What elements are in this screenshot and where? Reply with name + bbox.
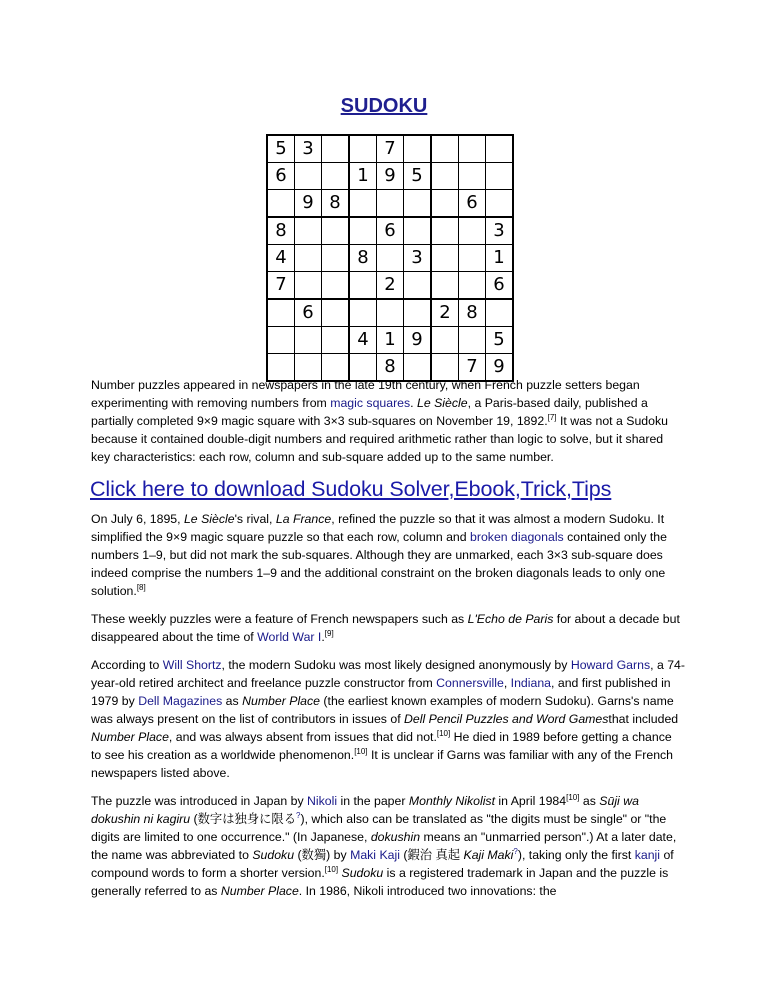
grid-cell — [377, 190, 404, 218]
grid-cell — [377, 245, 404, 272]
grid-cell — [295, 163, 322, 190]
link-will-shortz[interactable]: Will Shortz — [162, 658, 222, 672]
grid-row — [267, 135, 513, 163]
article-body — [91, 376, 685, 910]
grid-row — [267, 163, 513, 190]
link-howard-garns[interactable]: Howard Garns — [570, 658, 651, 672]
grid-cell: 8 — [322, 190, 350, 218]
link-magic-squares[interactable]: magic squares — [330, 396, 411, 410]
grid-cell: 6 — [486, 272, 514, 300]
link-broken-diagonals[interactable]: broken diagonals — [470, 530, 564, 544]
paragraph-la-france: On July 6, 1895, Le Siècle's rival, La France, refined the puzzle so that it was almost a modern Sudoku. It simplified the 9×9 magic square puzzle so that each row, column and broken diagonals contained only the numbers 1–9, but did not mark the sub-squares. Although they are unmarked, each 3×3 sub-square does indeed comprise the numbers 1–9 and the additional constraint on the broken diagonals leads to only one solution.[8] — [91, 512, 667, 598]
grid-cell — [459, 163, 486, 190]
grid-cell: 3 — [404, 245, 432, 272]
grid-cell — [322, 245, 350, 272]
grid-cell — [459, 327, 486, 354]
grid-cell: 9 — [377, 163, 404, 190]
grid-cell — [349, 190, 377, 218]
link-world-war-i[interactable]: World War I — [257, 630, 322, 644]
grid-cell — [322, 272, 350, 300]
sudoku-grid — [266, 134, 505, 377]
grid-cell — [431, 217, 459, 245]
grid-cell: 6 — [267, 163, 295, 190]
ref-10[interactable]: [10] — [354, 747, 368, 756]
grid-cell — [431, 272, 459, 300]
grid-row — [267, 245, 513, 272]
grid-cell: 6 — [459, 190, 486, 218]
link-kanji[interactable]: kanji — [634, 848, 661, 862]
grid-cell — [349, 135, 377, 163]
grid-cell — [267, 299, 295, 327]
grid-cell: 8 — [377, 354, 404, 382]
grid-cell: 9 — [486, 354, 514, 382]
ref-8[interactable]: [8] — [136, 583, 146, 592]
grid-cell — [459, 272, 486, 300]
grid-cell — [295, 245, 322, 272]
grid-cell — [322, 299, 350, 327]
grid-cell: 9 — [295, 190, 322, 218]
help-link[interactable]: ? — [296, 811, 301, 820]
ref-10[interactable]: [10] — [324, 865, 339, 874]
grid-cell — [431, 327, 459, 354]
grid-cell — [322, 163, 350, 190]
grid-cell — [295, 272, 322, 300]
paragraph-japan: The puzzle was introduced in Japan by Nikoli in the paper Monthly Nikolist in April 1984[10] as Sūji wa dokushin ni kagiru (数字は独身に限る?), which also can be translated as "the digits must be single" or "the digits are limited to one occurrence." (In Japanese, dokushin means an "unmarried person".) At a later date, the name was abbreviated to Sudoku (数獨) by Maki Kaji (鍜治 真起 Kaji Maki?), taking only the first kanji of compound words to form a shorter version.[10] Sudoku is a registered trademark in Japan and the puzzle is generally referred to as Number Place. In 1986, Nikoli introduced two innovations: the — [91, 793, 677, 898]
grid-cell — [404, 272, 432, 300]
grid-cell — [322, 327, 350, 354]
ref-10[interactable]: [10] — [566, 793, 580, 802]
grid-cell: 5 — [267, 135, 295, 163]
grid-cell: 1 — [349, 163, 377, 190]
grid-cell: 6 — [377, 217, 404, 245]
grid-cell: 3 — [295, 135, 322, 163]
grid-cell — [404, 135, 432, 163]
grid-cell: 9 — [404, 327, 432, 354]
help-link[interactable]: ? — [513, 847, 518, 856]
grid-cell: 5 — [404, 163, 432, 190]
grid-row — [267, 327, 513, 354]
grid-cell — [431, 135, 459, 163]
link-indiana[interactable]: Indiana — [510, 676, 552, 690]
grid-cell — [459, 245, 486, 272]
grid-row — [267, 299, 513, 327]
grid-cell — [322, 135, 350, 163]
grid-cell — [267, 190, 295, 218]
grid-cell: 8 — [459, 299, 486, 327]
ref-10[interactable]: [10] — [436, 729, 451, 738]
grid-cell — [486, 299, 514, 327]
grid-cell: 7 — [459, 354, 486, 382]
grid-cell — [486, 163, 514, 190]
grid-cell — [322, 217, 350, 245]
link-nikoli[interactable]: Nikoli — [307, 794, 338, 808]
grid-cell: 1 — [377, 327, 404, 354]
grid-cell — [459, 217, 486, 245]
grid-cell: 5 — [486, 327, 514, 354]
grid-cell: 6 — [295, 299, 322, 327]
link-dell-magazines[interactable]: Dell Magazines — [138, 694, 223, 708]
grid-row — [267, 217, 513, 245]
grid-cell: 4 — [267, 245, 295, 272]
grid-cell — [349, 299, 377, 327]
grid-cell: 8 — [349, 245, 377, 272]
paragraph-echo: These weekly puzzles were a feature of French newspapers such as L'Echo de Paris for about a decade but disappeared about the time of World War I.[9] — [91, 612, 680, 644]
grid-cell — [404, 299, 432, 327]
page-title: SUDOKU — [340, 95, 428, 117]
grid-cell: 2 — [377, 272, 404, 300]
grid-cell — [349, 217, 377, 245]
grid-cell — [295, 327, 322, 354]
grid-cell — [459, 135, 486, 163]
grid-cell: 4 — [349, 327, 377, 354]
grid-cell: 7 — [377, 135, 404, 163]
ref-7[interactable]: [7] — [547, 413, 557, 422]
grid-cell: 1 — [486, 245, 514, 272]
link-maki-kaji[interactable]: Maki Kaji — [350, 848, 400, 862]
grid-cell — [349, 272, 377, 300]
ref-9[interactable]: [9] — [324, 629, 334, 638]
paragraph-origins: Number puzzles appeared in newspapers in the late 19th century, when French puzzle setters began experimenting with removing numbers from magic squares. Le Siècle, a Paris-based daily, published a partially completed 9×9 magic square with 3×3 sub-squares on November 19, 1892.[7] It was not a Sudoku because it contained double-digit numbers and required arithmetic rather than logic to solve, but it shared key characteristics: each row, column and sub-square added up to the same number. — [91, 378, 668, 464]
grid-cell — [486, 190, 514, 218]
grid-cell — [486, 135, 514, 163]
grid-cell: 8 — [267, 217, 295, 245]
grid-cell — [431, 190, 459, 218]
grid-cell — [404, 190, 432, 218]
grid-row — [267, 190, 513, 218]
link-connersville[interactable]: Connersville — [436, 676, 504, 690]
grid-cell: 3 — [486, 217, 514, 245]
grid-cell — [267, 327, 295, 354]
grid-cell — [295, 217, 322, 245]
grid-cell: 2 — [431, 299, 459, 327]
grid-cell: 7 — [267, 272, 295, 300]
grid-cell — [431, 245, 459, 272]
grid-row — [267, 272, 513, 300]
grid-cell — [431, 163, 459, 190]
grid-cell — [404, 217, 432, 245]
paragraph-garns: According to Will Shortz, the modern Sudoku was most likely designed anonymously by Howard Garns, a 74-year-old retired architect and freelance puzzle constructor from Connersville, Indiana, and first published in 1979 by Dell Magazines as Number Place (the earliest known examples of modern Sudoku). Garns's name was always present on the list of contributors in issues of Dell Pencil Puzzles and Word Gamesthat included Number Place, and was always absent from issues that did not.[10] He died in 1989 before getting a chance to see his creation as a worldwide phenomenon.[10] It is unclear if Garns was familiar with any of the French newspapers listed above. — [91, 658, 685, 780]
grid-cell — [377, 299, 404, 327]
download-link[interactable]: Click here to download Sudoku Solver,Ebook,Trick,Tips — [90, 477, 612, 501]
sudoku-table — [266, 134, 514, 382]
